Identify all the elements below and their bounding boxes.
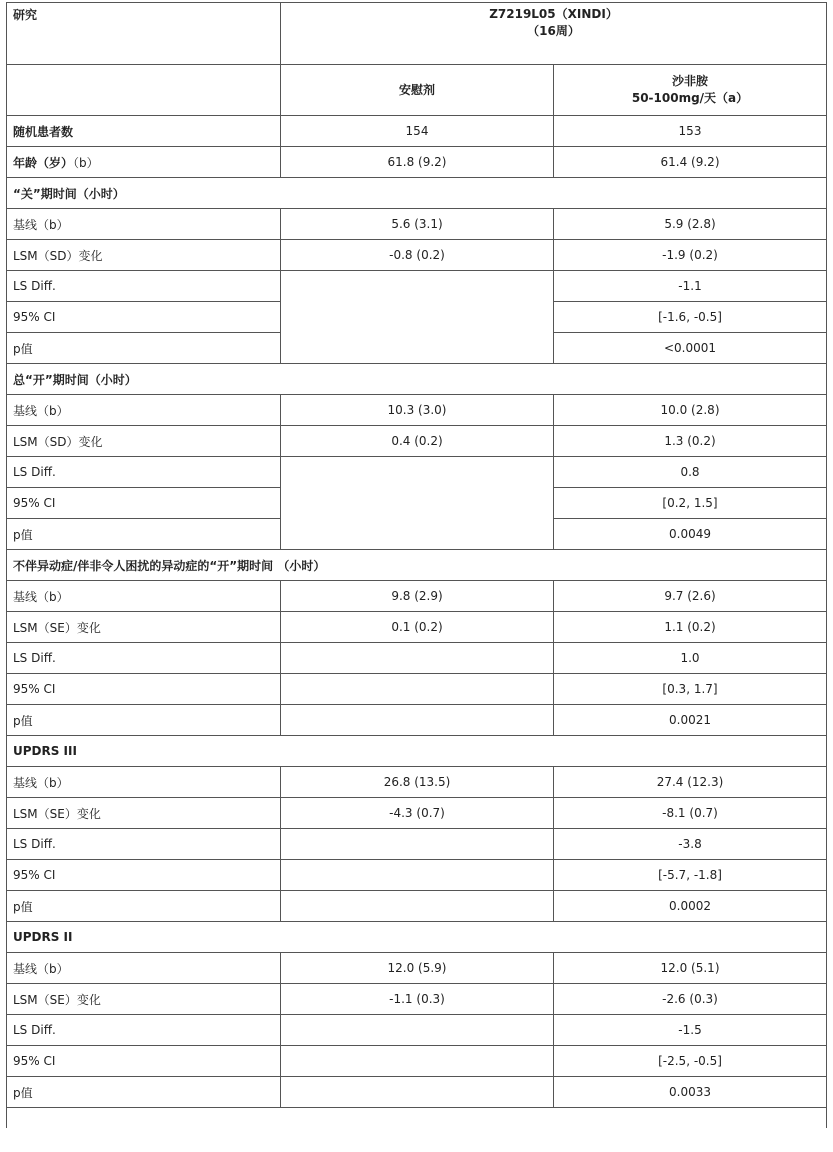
drug-value: [-2.5, -0.5] bbox=[554, 1046, 827, 1077]
drug-value: 0.8 bbox=[554, 457, 827, 488]
row-label: LS Diff. bbox=[7, 643, 281, 674]
section-title: 不伴异动症/伴非令人困扰的异动症的“开”期时间 （小时） bbox=[7, 550, 827, 581]
drug-value: -1.9 (0.2) bbox=[554, 240, 827, 271]
row-label: LSM（SE）变化 bbox=[7, 612, 281, 643]
row-label: 基线（b） bbox=[7, 767, 281, 798]
drug-value: -1.5 bbox=[554, 1015, 827, 1046]
row-label: LS Diff. bbox=[7, 829, 281, 860]
row-label: 95% CI bbox=[7, 488, 281, 519]
drug-value: [0.2, 1.5] bbox=[554, 488, 827, 519]
section-row bbox=[7, 178, 827, 209]
drug-value: [-1.6, -0.5] bbox=[554, 302, 827, 333]
placebo-empty bbox=[281, 271, 554, 364]
study-name: Z7219L05（XINDI） bbox=[489, 7, 618, 21]
row-label: p值 bbox=[7, 519, 281, 550]
table-row bbox=[7, 395, 827, 426]
table-row bbox=[7, 860, 827, 891]
row-label: p值 bbox=[7, 333, 281, 364]
row-label: p值 bbox=[7, 1077, 281, 1108]
table-row bbox=[7, 643, 827, 674]
study-title bbox=[281, 3, 827, 65]
section-title: UPDRS III bbox=[7, 736, 827, 767]
table-row bbox=[7, 240, 827, 271]
drug-value: -8.1 (0.7) bbox=[554, 798, 827, 829]
arm-header-row bbox=[7, 65, 827, 116]
study-duration: （16周） bbox=[527, 24, 580, 38]
drug-value: <0.0001 bbox=[554, 333, 827, 364]
table-row bbox=[7, 953, 827, 984]
placebo-value: -1.1 (0.3) bbox=[281, 984, 554, 1015]
placebo-value: 154 bbox=[281, 116, 554, 147]
placebo-empty bbox=[281, 643, 554, 674]
placebo-empty bbox=[281, 891, 554, 922]
placebo-empty bbox=[281, 1015, 554, 1046]
table-row bbox=[7, 1015, 827, 1046]
section-row bbox=[7, 364, 827, 395]
drug-value: 12.0 (5.1) bbox=[554, 953, 827, 984]
row-label: LS Diff. bbox=[7, 1015, 281, 1046]
placebo-value: 12.0 (5.9) bbox=[281, 953, 554, 984]
row-label: 95% CI bbox=[7, 674, 281, 705]
placebo-value: 26.8 (13.5) bbox=[281, 767, 554, 798]
header-row bbox=[7, 3, 827, 65]
row-label: 基线（b） bbox=[7, 581, 281, 612]
drug-value: 1.1 (0.2) bbox=[554, 612, 827, 643]
row-label: LS Diff. bbox=[7, 271, 281, 302]
placebo-header: 安慰剂 bbox=[281, 65, 554, 116]
placebo-empty bbox=[281, 1077, 554, 1108]
row-label: 95% CI bbox=[7, 302, 281, 333]
section-row bbox=[7, 550, 827, 581]
drug-value: [-5.7, -1.8] bbox=[554, 860, 827, 891]
row-label: LSM（SE）变化 bbox=[7, 984, 281, 1015]
drug-value: 0.0033 bbox=[554, 1077, 827, 1108]
placebo-value: -0.8 (0.2) bbox=[281, 240, 554, 271]
row-label: 基线（b） bbox=[7, 395, 281, 426]
placebo-value: 5.6 (3.1) bbox=[281, 209, 554, 240]
row-label: p值 bbox=[7, 705, 281, 736]
section-row bbox=[7, 736, 827, 767]
drug-value: [0.3, 1.7] bbox=[554, 674, 827, 705]
row-label: 基线（b） bbox=[7, 209, 281, 240]
drug-value: 0.0002 bbox=[554, 891, 827, 922]
table-row bbox=[7, 457, 827, 488]
section-title: UPDRS II bbox=[7, 922, 827, 953]
placebo-empty bbox=[281, 674, 554, 705]
table-row bbox=[7, 426, 827, 457]
empty-cell bbox=[7, 65, 281, 116]
row-label: LS Diff. bbox=[7, 457, 281, 488]
table-row bbox=[7, 612, 827, 643]
table-row bbox=[7, 1046, 827, 1077]
drug-value: 27.4 (12.3) bbox=[554, 767, 827, 798]
table-row bbox=[7, 829, 827, 860]
row-label-main: 年龄（岁） bbox=[13, 155, 74, 170]
drug-value: -2.6 (0.3) bbox=[554, 984, 827, 1015]
drug-value: 0.0049 bbox=[554, 519, 827, 550]
drug-value: 1.3 (0.2) bbox=[554, 426, 827, 457]
placebo-empty bbox=[281, 457, 554, 550]
drug-value: 5.9 (2.8) bbox=[554, 209, 827, 240]
table-row bbox=[7, 581, 827, 612]
placebo-value: 10.3 (3.0) bbox=[281, 395, 554, 426]
table-row bbox=[7, 674, 827, 705]
drug-value: 1.0 bbox=[554, 643, 827, 674]
row-label: 95% CI bbox=[7, 1046, 281, 1077]
drug-value: -1.1 bbox=[554, 271, 827, 302]
placebo-empty bbox=[281, 829, 554, 860]
placebo-empty bbox=[281, 1046, 554, 1077]
drug-value: 10.0 (2.8) bbox=[554, 395, 827, 426]
table-row bbox=[7, 891, 827, 922]
table-row bbox=[7, 798, 827, 829]
table-row bbox=[7, 271, 827, 302]
table-row bbox=[7, 984, 827, 1015]
drug-header bbox=[554, 65, 827, 116]
placebo-empty bbox=[281, 860, 554, 891]
footnote-row bbox=[7, 1108, 827, 1128]
section-title: “关”期时间（小时） bbox=[7, 178, 827, 209]
row-label: 基线（b） bbox=[7, 953, 281, 984]
drug-name: 沙非胺 bbox=[672, 74, 709, 88]
drug-dose: 50-100mg/天（a） bbox=[631, 91, 749, 105]
row-label: LSM（SE）变化 bbox=[7, 798, 281, 829]
row-label-note: （b） bbox=[73, 155, 99, 170]
placebo-value: 0.4 (0.2) bbox=[281, 426, 554, 457]
row-label: LSM（SD）变化 bbox=[7, 240, 281, 271]
table-row bbox=[7, 209, 827, 240]
table-row bbox=[7, 705, 827, 736]
table-row bbox=[7, 147, 827, 178]
drug-value: 61.4 (9.2) bbox=[554, 147, 827, 178]
placebo-empty bbox=[281, 705, 554, 736]
table-row bbox=[7, 1077, 827, 1108]
placebo-value: 9.8 (2.9) bbox=[281, 581, 554, 612]
row-label: p值 bbox=[7, 891, 281, 922]
placebo-value: 61.8 (9.2) bbox=[281, 147, 554, 178]
footnote-cell bbox=[7, 1108, 827, 1128]
drug-value: -3.8 bbox=[554, 829, 827, 860]
results-table bbox=[6, 2, 827, 1128]
drug-value: 9.7 (2.6) bbox=[554, 581, 827, 612]
section-title: 总“开”期时间（小时） bbox=[7, 364, 827, 395]
placebo-value: 0.1 (0.2) bbox=[281, 612, 554, 643]
row-label: 随机患者数 bbox=[7, 116, 281, 147]
table-row bbox=[7, 116, 827, 147]
placebo-value: -4.3 (0.7) bbox=[281, 798, 554, 829]
study-label: 研究 bbox=[7, 3, 281, 65]
table-row bbox=[7, 767, 827, 798]
row-label: LSM（SD）变化 bbox=[7, 426, 281, 457]
section-row bbox=[7, 922, 827, 953]
drug-value: 153 bbox=[554, 116, 827, 147]
drug-value: 0.0021 bbox=[554, 705, 827, 736]
row-label: 95% CI bbox=[7, 860, 281, 891]
row-label bbox=[7, 147, 281, 178]
